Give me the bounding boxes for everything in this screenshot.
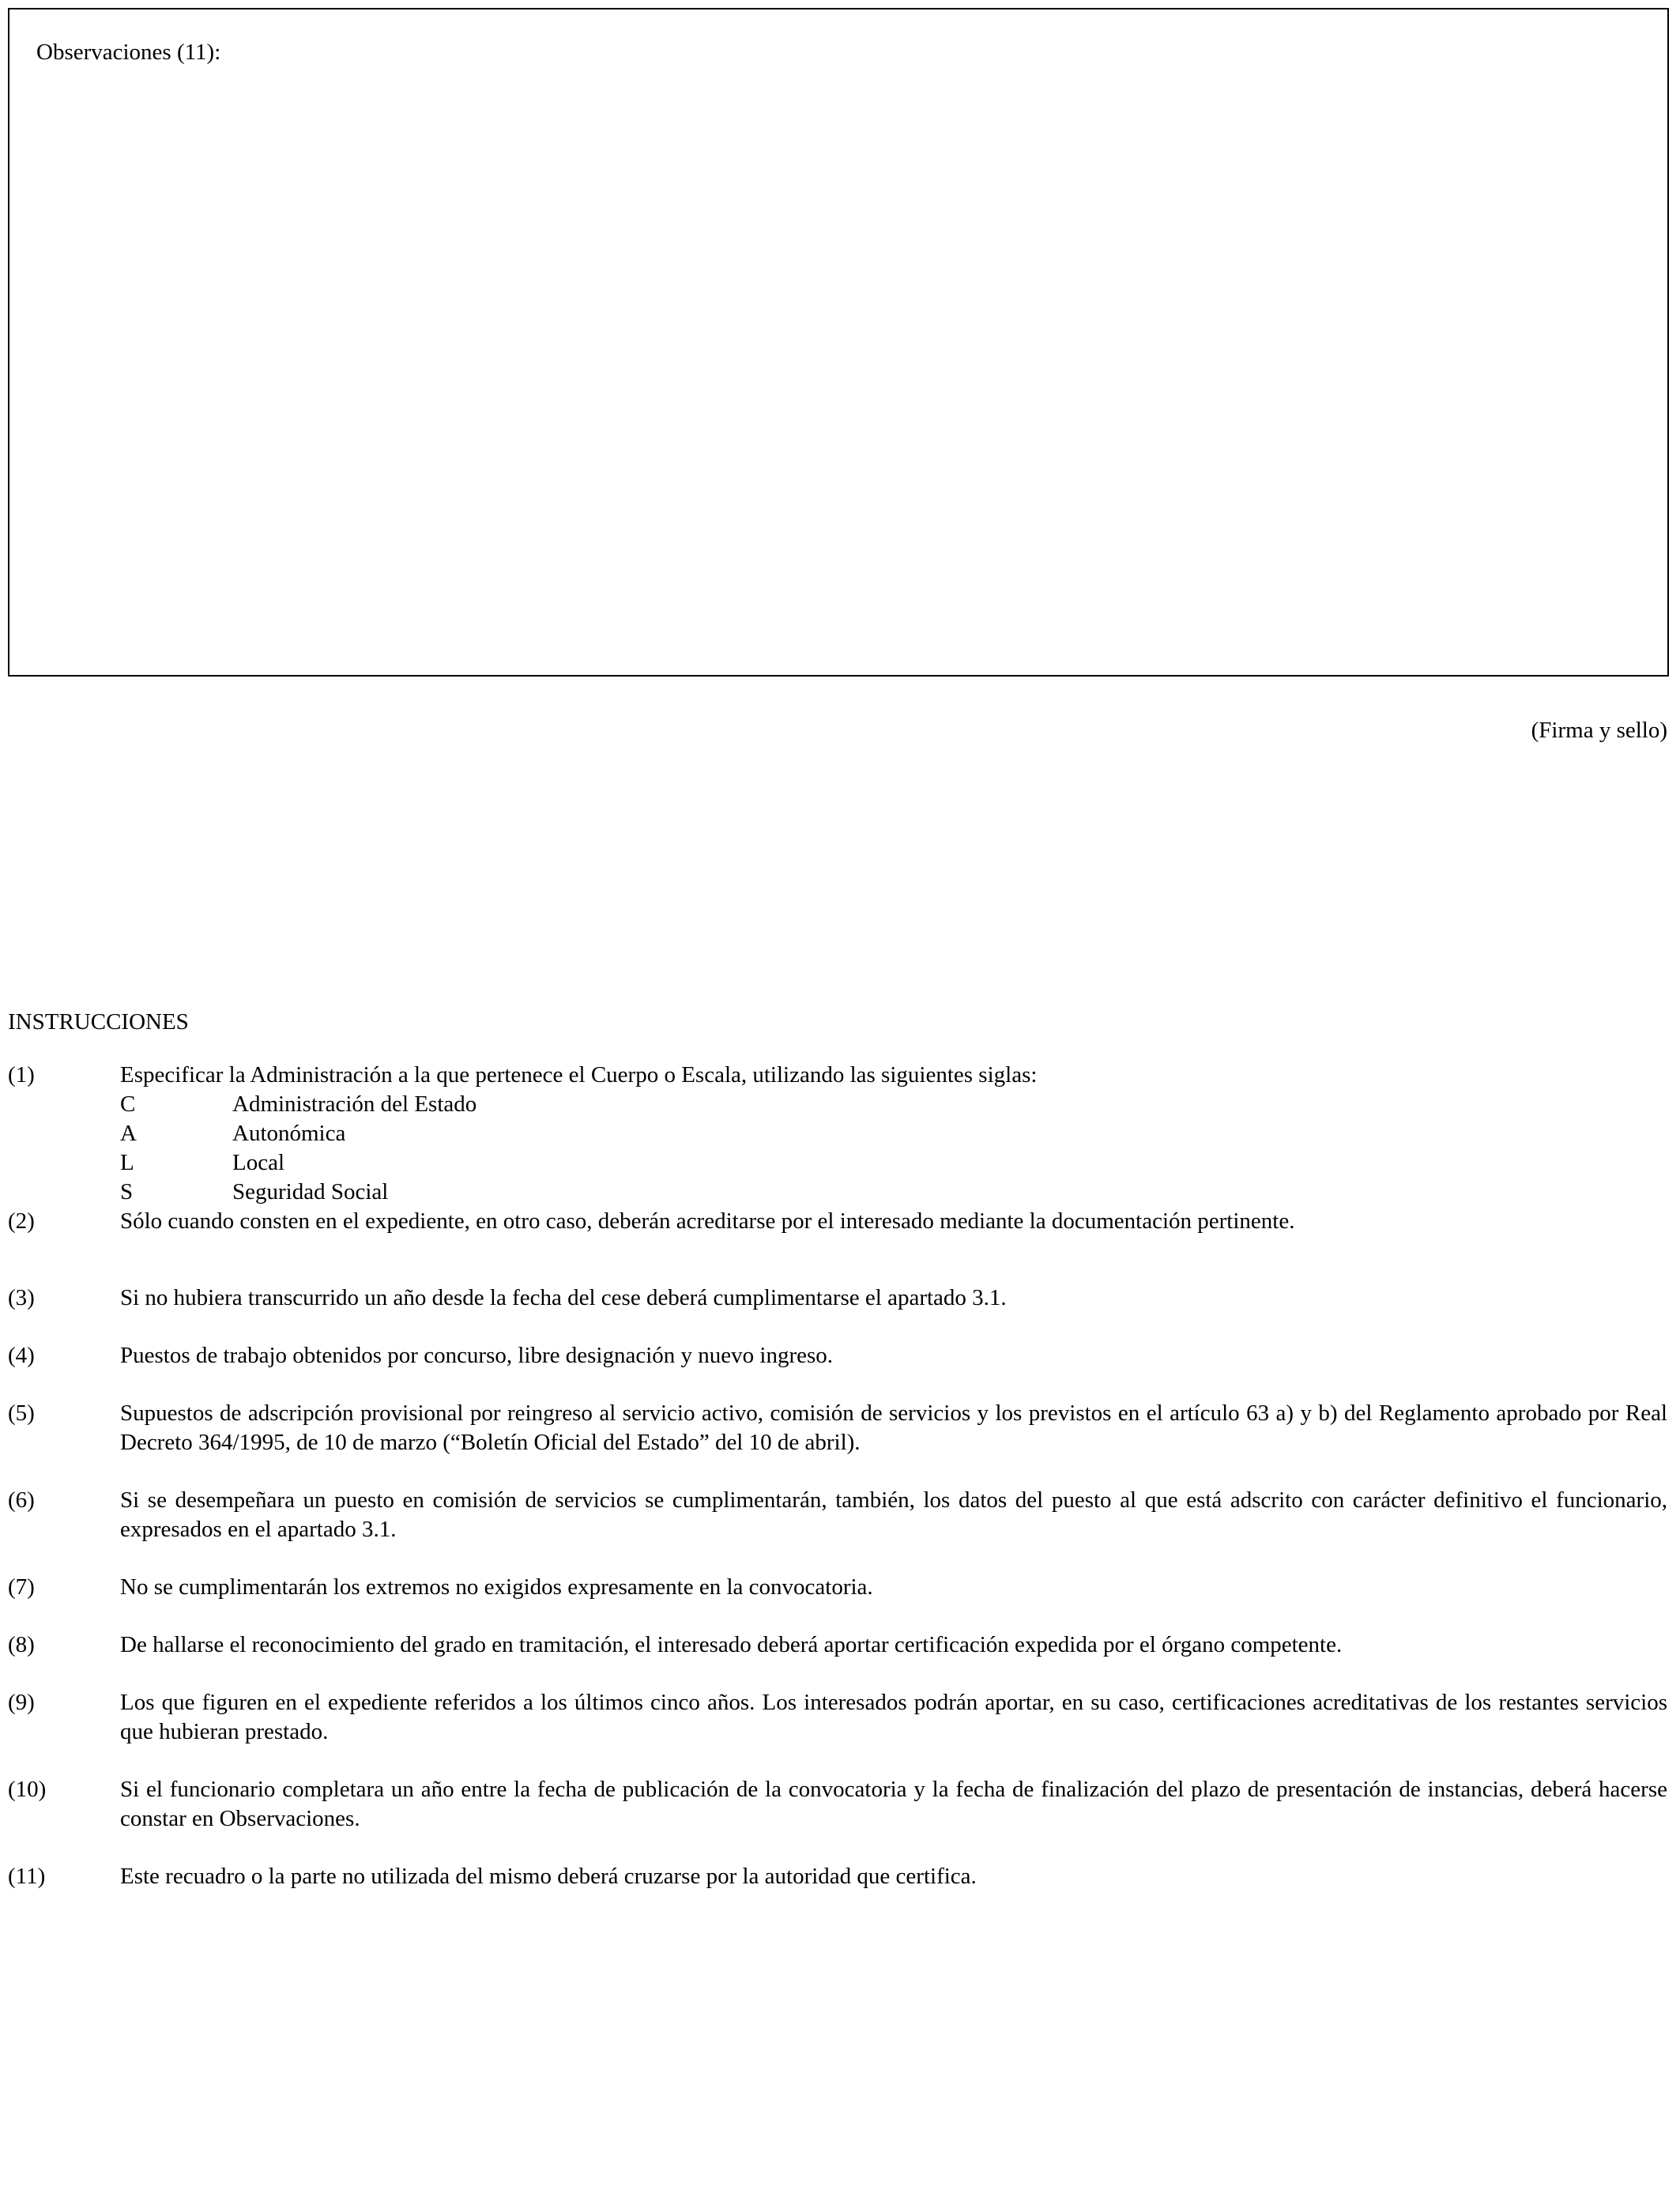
instruction-number: (7): [8, 1574, 35, 1600]
sigla-code: A: [120, 1121, 137, 1146]
instructions-title: INSTRUCCIONES: [8, 1009, 189, 1035]
instruction-text: Especificar la Administración a la que pertenece el Cuerpo o Escala, utilizando las siguientes siglas:: [120, 1062, 1038, 1088]
sigla-row: [8, 1148, 1667, 1178]
observaciones-label: Observaciones (11):: [36, 40, 221, 65]
instruction-item-7: [8, 1573, 1667, 1602]
instruction-number: (1): [8, 1062, 35, 1088]
instruction-text: Supuestos de adscripción provisional por reingreso al servicio activo, comisión de servicios y los previstos en el artículo 63 a) y b) del Reglamento aprobado por Real Decreto 364/1995, de 10 de marzo (“Boletín Oficial del Estado” del 10 de abril).: [120, 1400, 1667, 1455]
instruction-text: Si no hubiera transcurrido un año desde la fecha del cese deberá cumplimentarse el apartado 3.1.: [120, 1285, 1007, 1310]
sigla-description: Local: [232, 1150, 285, 1175]
instruction-number: (3): [8, 1285, 35, 1310]
instruction-item-5: [8, 1399, 1667, 1457]
instruction-number: (5): [8, 1400, 35, 1426]
instruction-item-2: [8, 1207, 1667, 1236]
instruction-item-3: [8, 1284, 1667, 1313]
instruction-number: (10): [8, 1777, 47, 1802]
sigla-code: S: [120, 1179, 134, 1204]
instruction-text: Si se desempeñara un puesto en comisión de servicios se cumplimentarán, también, los datos del puesto al que está adscrito con carácter definitivo el funcionario, expresados en el apartado 3.1.: [120, 1487, 1667, 1542]
instruction-number: (6): [8, 1487, 35, 1513]
instruction-text: Si el funcionario completara un año entre la fecha de publicación de la convocatoria y la fecha de finalización del plazo de presentación de instancias, deberá hacerse constar en Observaciones.: [120, 1777, 1667, 1831]
instruction-number: (9): [8, 1690, 35, 1715]
instruction-number: (8): [8, 1632, 35, 1657]
instruction-text: No se cumplimentarán los extremos no exigidos expresamente en la convocatoria.: [120, 1574, 873, 1600]
instruction-text: De hallarse el reconocimiento del grado en tramitación, el interesado deberá aportar certificación expedida por el órgano competente.: [120, 1632, 1343, 1657]
instruction-item-1: [8, 1061, 1667, 1090]
siglas-list: [8, 1090, 1667, 1207]
instruction-item-8: [8, 1630, 1667, 1660]
instruction-number: (4): [8, 1343, 35, 1368]
sigla-description: Autonómica: [232, 1121, 346, 1146]
sigla-row: [8, 1119, 1667, 1148]
instruction-item-11: [8, 1862, 1667, 1891]
signature-caption: (Firma y sello): [1531, 718, 1667, 743]
instruction-item-10: [8, 1775, 1667, 1834]
sigla-row: [8, 1090, 1667, 1119]
sigla-row: [8, 1178, 1667, 1207]
instruction-number: (2): [8, 1208, 35, 1234]
instruction-text: Sólo cuando consten en el expediente, en otro caso, deberán acreditarse por el interesado mediante la documentación pertinente.: [120, 1208, 1295, 1234]
instruction-text: Puestos de trabajo obtenidos por concurso, libre designación y nuevo ingreso.: [120, 1343, 834, 1368]
instruction-text: Este recuadro o la parte no utilizada del mismo deberá cruzarse por la autoridad que certifica.: [120, 1864, 977, 1889]
sigla-code: C: [120, 1091, 136, 1117]
instructions-section: [8, 1008, 1667, 1920]
instruction-item-9: [8, 1688, 1667, 1747]
observaciones-box: [8, 8, 1669, 677]
sigla-description: Seguridad Social: [232, 1179, 389, 1204]
instruction-item-4: [8, 1341, 1667, 1370]
instruction-number: (11): [8, 1864, 46, 1889]
instruction-text: Los que figuren en el expediente referidos a los últimos cinco años. Los interesados podrán aportar, en su caso, certificaciones acreditativas de los restantes servicios que hubieran prestado.: [120, 1690, 1667, 1744]
sigla-description: Administración del Estado: [232, 1091, 477, 1117]
instruction-item-6: [8, 1486, 1667, 1544]
sigla-code: L: [120, 1150, 134, 1175]
